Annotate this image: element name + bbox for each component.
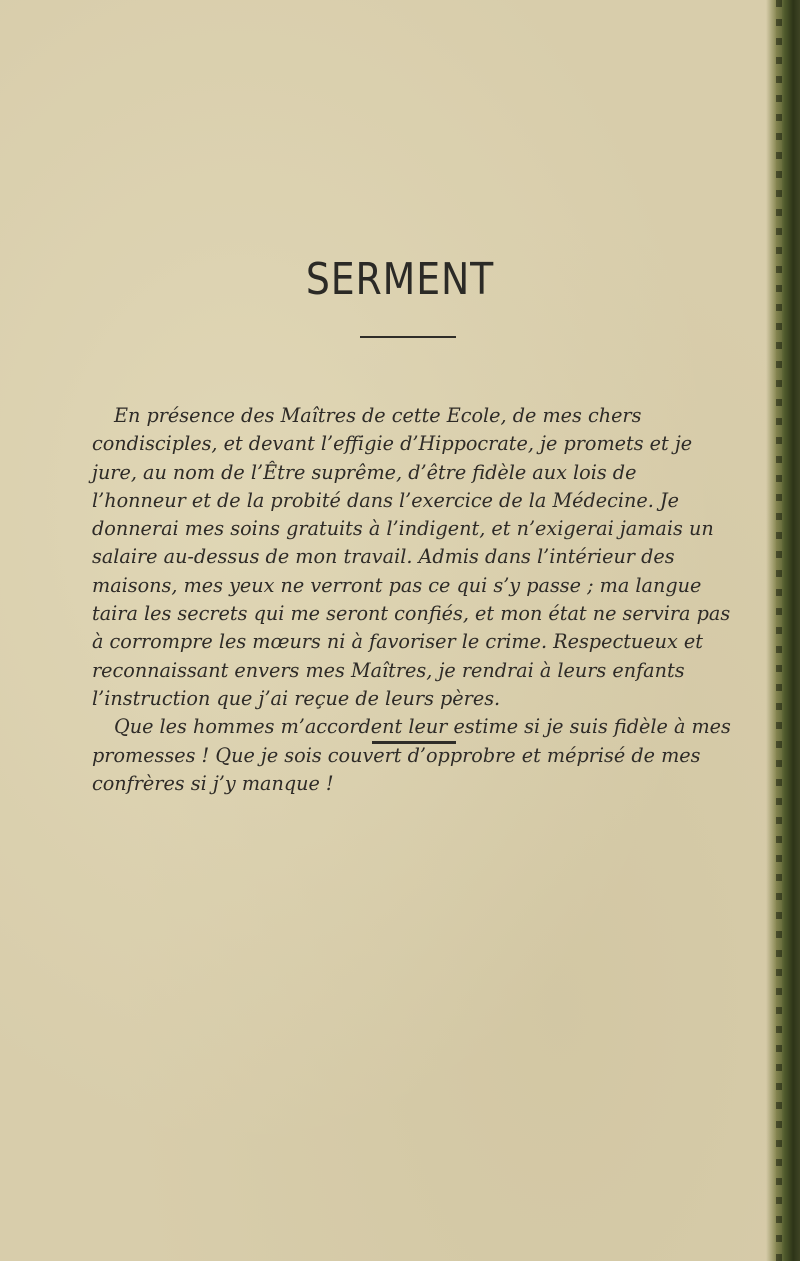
page-title: SERMENT — [305, 254, 495, 305]
title-underline-rule — [360, 336, 456, 338]
oath-paragraph-2: Que les hommes m’accordent leur estime si je suis fidèle à mes promesses ! Que je sois couvert d’opprobre et méprisé de mes confrères si j’y manque ! — [92, 715, 731, 795]
oath-paragraph-1: En présence des Maîtres de cette Ecole, de mes chers condisciples, et devant l’effigie d’Hippocrate, je promets et je jure, au nom de l’Être suprême, d’être fidèle aux lois de l’honneur et de la probité dans l’exercice de la Médecine. Je donnerai mes soins gratuits à l’indigent, et n’exigerai jamais un salaire au-dessus de mon travail. Admis dans l’intérieur des maisons, mes yeux ne verront pas ce qui s’y passe ; ma langue taira les secrets qui me seront confiés, et mon état ne servira pas à corrompre les mœurs ni à favoriser le crime. Respectueux et reconnaissant envers mes Maîtres, je rendrai à leurs enfants l’instruction que j’ai reçue de leurs pères. — [92, 404, 731, 710]
closing-rule — [372, 741, 456, 744]
oath-text — [92, 402, 732, 798]
page-edge-binding — [766, 0, 800, 1261]
